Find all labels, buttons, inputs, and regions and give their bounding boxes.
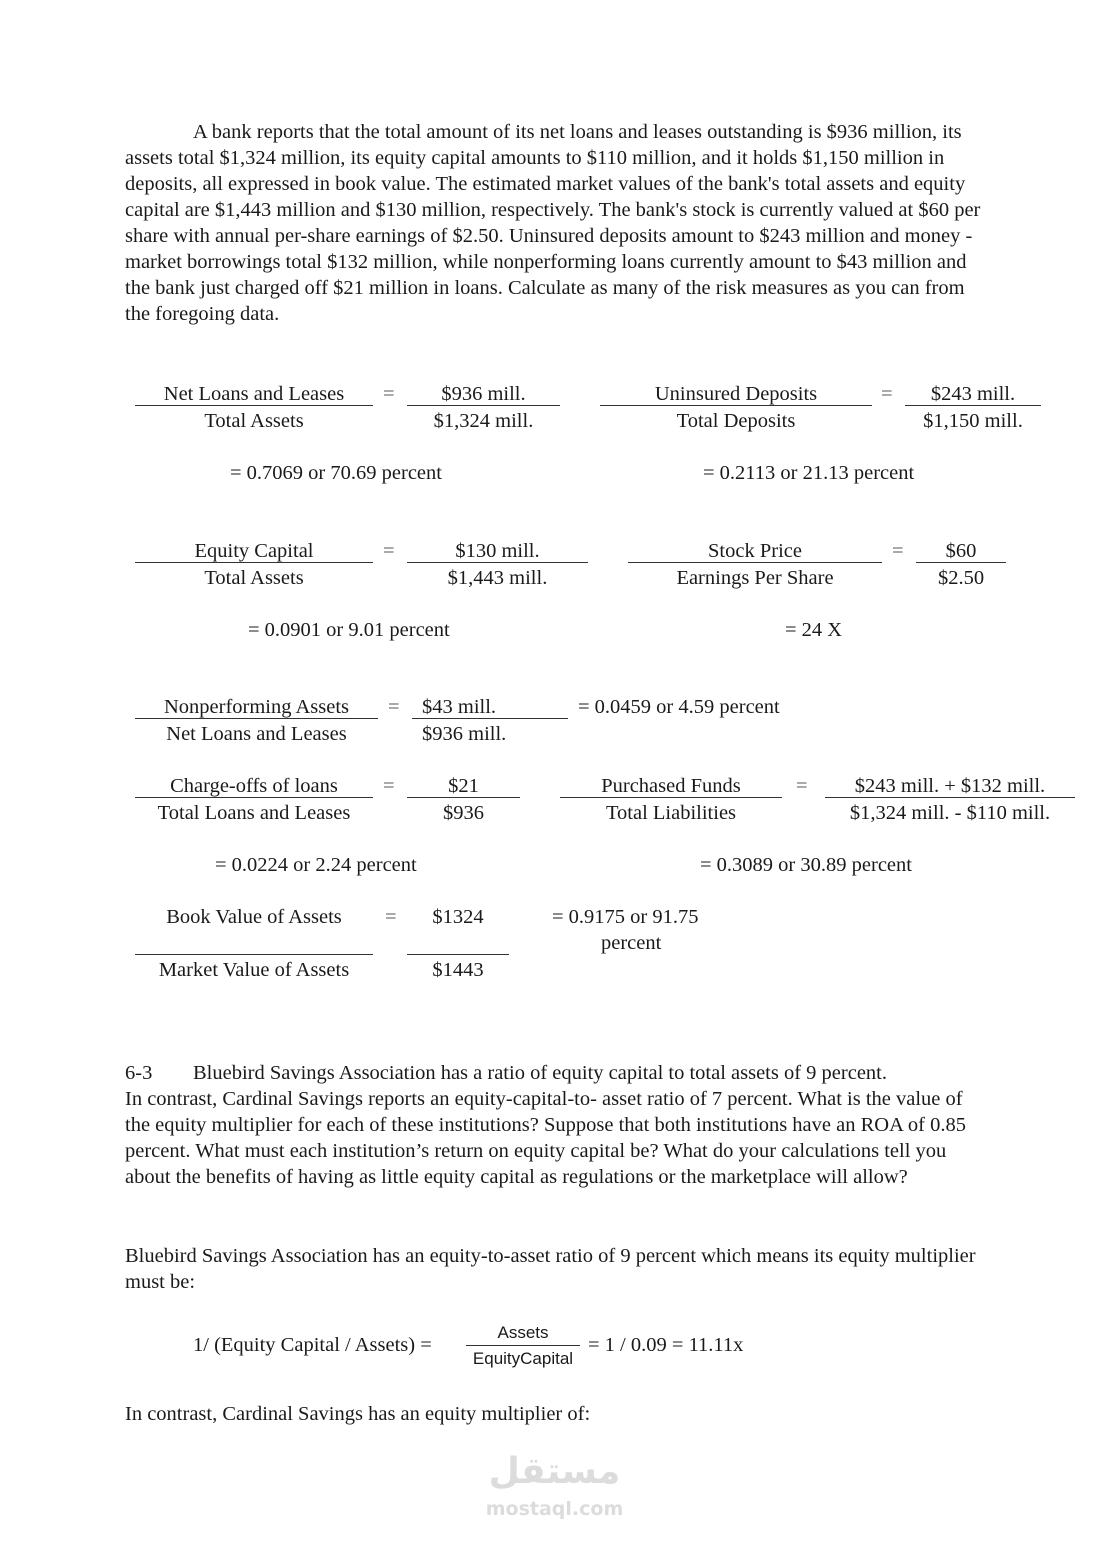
purchased-denominator: Total Liabilities xyxy=(605,802,737,824)
book-value-result-line2: percent xyxy=(601,932,662,954)
equity-numerator: Equity Capital xyxy=(194,540,314,562)
nonperforming-denominator: Net Loans and Leases xyxy=(166,723,347,745)
equity-denominator: Total Assets xyxy=(204,567,304,589)
formula-result: = 1 / 0.09 = 11.11x xyxy=(588,1334,744,1356)
nonperforming-value-numerator: $43 mill. xyxy=(422,696,497,718)
answer-paragraph: Bluebird Savings Association has an equity-to-asset ratio of 9 percent which means its equity multiplier must be: xyxy=(125,1245,976,1293)
net-loans-denominator: Total Assets xyxy=(204,410,304,432)
uninsured-equals: = xyxy=(881,383,893,405)
equity-value-bar xyxy=(407,562,588,563)
book-value-fraction-bar xyxy=(135,954,373,955)
book-value-denominator: Market Value of Assets xyxy=(158,959,350,981)
nonperforming-result: = 0.0459 or 4.59 percent xyxy=(578,696,780,718)
net-loans-numerator: Net Loans and Leases xyxy=(163,383,345,405)
formula-denominator: EquityCapital xyxy=(472,1349,574,1368)
net-loans-fraction-bar xyxy=(135,405,373,406)
uninsured-value-numerator: $243 mill. xyxy=(930,383,1016,405)
stock-value-bar xyxy=(916,562,1006,563)
equity-result: = 0.0901 or 9.01 percent xyxy=(248,619,450,641)
equity-equals: = xyxy=(383,540,395,562)
purchased-fraction-bar xyxy=(560,797,782,798)
nonperforming-fraction-bar xyxy=(135,718,378,719)
question-6-3 xyxy=(125,1060,985,1190)
nonperforming-value-bar xyxy=(412,718,568,719)
chargeoffs-numerator: Charge-offs of loans xyxy=(170,775,338,797)
purchased-value-bar xyxy=(825,797,1075,798)
book-value-result-line1: = 0.9175 or 91.75 xyxy=(552,906,699,928)
chargeoffs-result: = 0.0224 or 2.24 percent xyxy=(215,854,417,876)
stock-numerator: Stock Price xyxy=(708,540,802,562)
net-loans-value-denominator: $1,324 mill. xyxy=(433,410,534,432)
nonperforming-equals: = xyxy=(388,696,400,718)
book-value-numerator: Book Value of Assets xyxy=(166,906,342,928)
stock-result: = 24 X xyxy=(785,619,843,641)
watermark-url: mostaql.com xyxy=(485,1498,624,1520)
book-value-equals: = xyxy=(385,906,397,928)
stock-value-denominator: $2.50 xyxy=(937,567,985,589)
equity-value-numerator: $130 mill. xyxy=(455,540,540,562)
formula-numerator: Assets xyxy=(497,1323,549,1342)
uninsured-numerator: Uninsured Deposits xyxy=(654,383,818,405)
chargeoffs-value-denominator: $936 xyxy=(443,802,484,824)
equity-fraction-bar xyxy=(135,562,373,563)
purchased-equals: = xyxy=(796,775,808,797)
book-value-value-denominator: $1443 xyxy=(432,959,484,981)
uninsured-value-bar xyxy=(905,405,1041,406)
uninsured-fraction-bar xyxy=(600,405,872,406)
intro-paragraph: A bank reports that the total amount of its net loans and leases outstanding is $936 million, its assets total $1,324 million, its equity capital amounts to $110 million, and it holds $1,150 million in deposits, all expressed in book value. The estimated market values of the bank's total assets and equity capital are $1,443 million and $130 million, respectively. The bank's stock is currently valued at $60 per share with annual per-share earnings of $2.50. Uninsured deposits amount to $243 million and money - market borrowings total $132 million, while nonperforming loans currently amount to $43 million and the bank just charged off $21 million in loans. Calculate as many of the risk measures as you can from the foregoing data. xyxy=(125,121,981,325)
question-text: In contrast, Cardinal Savings reports an equity-capital-to- asset ratio of 7 percent. What is the value of the equity multiplier for each of these institutions? Suppose that both institutions have an ROA of 0.85 percent. What must each institution’s return on equity capital be? What do your calculations tell you about the benefits of having as little equity capital as regulations or the marketplace will allow? xyxy=(125,1088,966,1188)
uninsured-value-denominator: $1,150 mill. xyxy=(923,410,1023,432)
stock-denominator: Earnings Per Share xyxy=(676,567,834,589)
stock-equals: = xyxy=(892,540,904,562)
purchased-value-denominator: $1,324 mill. - $110 mill. xyxy=(849,802,1051,824)
question-number: 6-3 xyxy=(125,1062,153,1084)
equity-value-denominator: $1,443 mill. xyxy=(447,567,548,589)
net-loans-value-bar xyxy=(407,405,560,406)
question-first-line: Bluebird Savings Association has a ratio of equity capital to total assets of 9 percent. xyxy=(193,1062,887,1084)
nonperforming-value-denominator: $936 mill. xyxy=(422,723,507,745)
chargeoffs-equals: = xyxy=(383,775,395,797)
stock-fraction-bar xyxy=(628,562,882,563)
purchased-numerator: Purchased Funds xyxy=(601,775,741,797)
purchased-value-numerator: $243 mill. + $132 mill. xyxy=(854,775,1046,797)
net-loans-value-numerator: $936 mill. xyxy=(441,383,526,405)
book-value-value-bar xyxy=(407,954,509,955)
purchased-result: = 0.3089 or 30.89 percent xyxy=(700,854,912,876)
closing-paragraph: In contrast, Cardinal Savings has an equity multiplier of: xyxy=(125,1403,591,1425)
net-loans-result: = 0.7069 or 70.69 percent xyxy=(230,462,442,484)
stock-value-numerator: $60 xyxy=(945,540,977,562)
book-value-value-numerator: $1324 xyxy=(432,906,484,928)
chargeoffs-denominator: Total Loans and Leases xyxy=(157,802,351,824)
watermark-logo: مستقل xyxy=(488,1451,621,1492)
formula-prefix: 1/ (Equity Capital / Assets) = xyxy=(193,1334,432,1356)
net-loans-equals: = xyxy=(383,383,395,405)
chargeoffs-fraction-bar xyxy=(135,797,373,798)
chargeoffs-value-numerator: $21 xyxy=(448,775,479,797)
uninsured-result: = 0.2113 or 21.13 percent xyxy=(703,462,915,484)
uninsured-denominator: Total Deposits xyxy=(676,410,796,432)
nonperforming-numerator: Nonperforming Assets xyxy=(163,696,350,718)
chargeoffs-value-bar xyxy=(407,797,520,798)
